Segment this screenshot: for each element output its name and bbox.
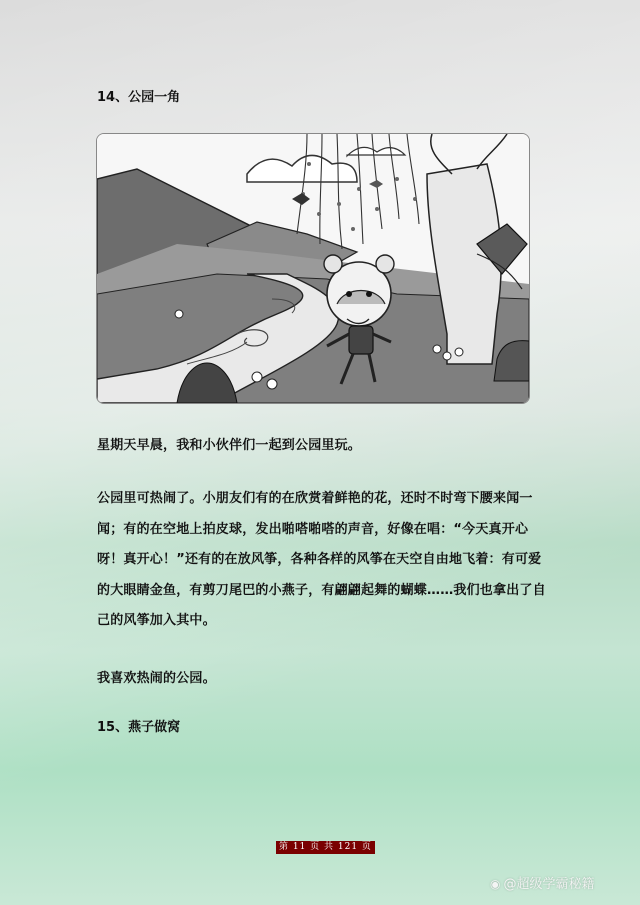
- section-heading-15: 15、燕子做窝: [97, 720, 181, 735]
- watermark-text: @超级学霸秘籍: [503, 877, 595, 892]
- park-illustration: [96, 133, 530, 404]
- watermark: [490, 873, 595, 892]
- paragraph-2: 公园里可热闹了。小朋友们有的在欣赏着鲜艳的花，还时不时弯下腰来闻一闻；有的在空地上拍皮球，发出啪嗒啪嗒的声音，好像在唱：“今天真开心呀！真开心！”还有的在放风筝，各种各样的风筝在天空自由地飞着：有可爱的大眼睛金鱼，有剪刀尾巴的小燕子，有翩翩起舞的蝴蝶……我们也拿出了自己的风筝加入其中。: [97, 491, 546, 628]
- section-heading-14: 14、公园一角: [97, 90, 181, 105]
- paragraph-3: 我喜欢热闹的公园。: [97, 671, 216, 686]
- page-number-footer: 第 11 页 共 121 页: [276, 841, 375, 854]
- weibo-icon: ◉: [490, 877, 501, 891]
- paragraph-1: 星期天早晨，我和小伙伴们一起到公园里玩。: [97, 438, 362, 453]
